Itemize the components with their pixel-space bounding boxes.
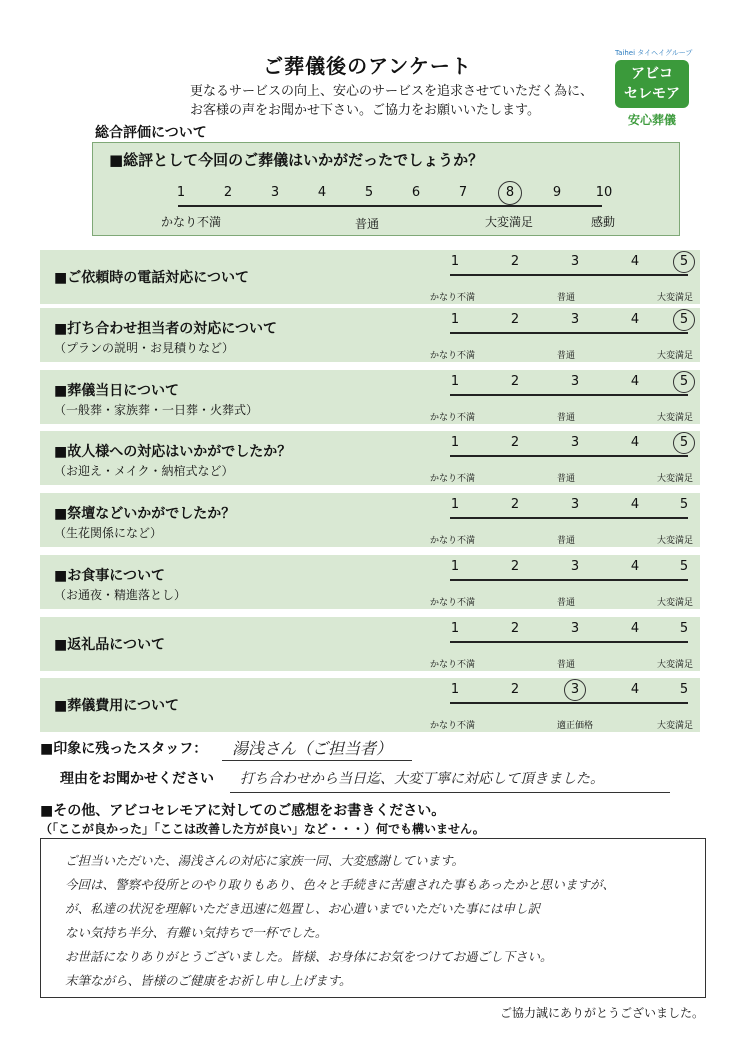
scale-number[interactable]: 1 [176,185,186,200]
scale-number[interactable]: 1 [450,435,460,450]
other-label: ■その他、アビコセレモアに対してのご感想をお書きください。 [40,803,446,819]
scale-label-high: 大変満足 [657,351,694,361]
scale-line [450,517,688,519]
scale-line [450,394,688,396]
selected-circle [564,679,586,701]
scale-label-mid: 普通 [557,536,576,546]
question-row [40,493,700,547]
scale-number[interactable]: 3 [570,497,580,512]
selected-circle [673,251,695,273]
scale-label-low: かなり不満 [430,474,476,484]
question-label: ■お食事について [54,568,165,584]
question-sub: （一般葬・家族葬・一日葬・火葬式） [54,403,259,417]
comment-line: 末筆ながら、皆様のご健康をお祈し申し上げます。 [65,973,352,988]
logo-brand: Taihei タイヘイグループ [615,49,693,57]
selected-circle [673,432,695,454]
logo-line2: セレモア [624,86,680,102]
scale-number[interactable]: 3 [570,312,580,327]
scale-number[interactable]: 2 [510,254,520,269]
scale-line [450,702,688,704]
scale-number[interactable]: 3 [270,185,280,200]
scale-line [450,641,688,643]
scale-label-mid: 普通 [557,660,576,670]
scale-number[interactable]: 4 [630,254,640,269]
scale-label-mid: 適正価格 [557,721,594,731]
question-label: ■故人様への対応はいかがでしたか？ [54,444,292,460]
logo-mark [615,60,689,108]
scale-number[interactable]: 4 [317,185,327,200]
question-row [40,431,700,485]
comment-box[interactable] [40,838,706,998]
scale-number[interactable]: 1 [450,682,460,697]
scale-number[interactable]: 2 [510,374,520,389]
scale-number[interactable]: 9 [552,185,562,200]
reason-answer[interactable]: 打ち合わせから当日迄、大変丁寧に対応して頂きました。 [240,771,604,787]
comment-line: ご担当いただいた、湯浅さんの対応に家族一同、大変感謝しています。 [65,853,465,868]
intro-line: 更なるサービスの向上、安心のサービスを追求させていただく為に、 [190,84,594,99]
scale-number[interactable]: 4 [630,312,640,327]
scale-label-high: 大変満足 [657,721,694,731]
scale-number[interactable]: 3 [570,254,580,269]
scale-number[interactable]: 1 [450,312,460,327]
scale-number[interactable]: 4 [630,621,640,636]
selected-circle [673,309,695,331]
section-heading: 総合評価について [95,125,207,141]
scale-number[interactable]: 5 [679,621,689,636]
scale-label-mid: 普通 [355,217,380,231]
selected-circle [498,181,522,205]
scale-number[interactable]: 3 [570,621,580,636]
scale-label-low: かなり不満 [161,215,222,229]
question-sub: （お迎え・メイク・納棺式など） [54,464,234,478]
scale-label-low: かなり不満 [430,413,476,423]
scale-number[interactable]: 1 [450,374,460,389]
scale-number[interactable]: 1 [450,254,460,269]
scale-line [450,332,688,334]
question-sub: （プランの説明・お見積りなど） [54,341,235,355]
staff-answer[interactable]: 湯浅さん（ご担当者） [232,739,393,758]
scale-number[interactable]: 4 [630,682,640,697]
question-label: ■返礼品について [54,637,165,653]
answer-underline [222,760,412,761]
scale-number[interactable]: 5 [679,254,689,269]
scale-label-mid: 普通 [557,351,576,361]
scale-number[interactable]: 1 [450,621,460,636]
question-row [40,678,700,732]
scale-number[interactable]: 3 [570,682,580,697]
scale-label-high: 大変満足 [485,215,534,229]
scale-number[interactable]: 2 [510,312,520,327]
scale-number[interactable]: 5 [679,312,689,327]
scale-number[interactable]: 2 [510,497,520,512]
company-logo [615,48,695,130]
scale-label-high: 大変満足 [657,293,694,303]
overall-rating-box [92,142,680,236]
reason-label: 理由をお聞かせください [60,771,214,787]
logo-tagline: 安心葬儀 [627,113,676,127]
comment-line: が、私達の状況を理解いただき迅速に処置し、お心遣いまでいただいた事には申し訳 [65,901,541,916]
question-label: ■打ち合わせ担当者の対応について [54,321,277,337]
scale-number[interactable]: 5 [679,682,689,697]
scale-line [450,455,688,457]
scale-number[interactable]: 5 [679,374,689,389]
scale-number[interactable]: 3 [570,374,580,389]
scale-number[interactable]: 4 [630,497,640,512]
comment-line: 今回は、警察や役所とのやり取りもあり、色々と手続きに苦慮された事もあったかと思いますが、 [65,877,615,892]
intro-line: お客様の声をお聞かせ下さい。ご協力をお願いいたします。 [190,103,540,118]
scale-number[interactable]: 5 [679,497,689,512]
scale-number[interactable]: 4 [630,559,640,574]
scale-number[interactable]: 3 [570,559,580,574]
overall-question: ■総評として今回のご葬儀はいかがだったでしょうか？ [109,151,484,169]
scale-label-mid: 普通 [557,598,576,608]
scale-number[interactable]: 4 [630,374,640,389]
question-label: ■葬儀当日について [54,383,179,399]
scale-number[interactable]: 5 [679,435,689,450]
scale-number[interactable]: 4 [630,435,640,450]
scale-number[interactable]: 7 [458,185,468,200]
question-label: ■葬儀費用について [54,698,179,714]
other-sub: （「ここが良かった」「ここは改善した方が良い」など・・・）何でも構いません。 [40,822,485,836]
comment-line: お世話になりありがとうございました。皆様、お身体にお気をつけてお過ごし下さい。 [65,949,553,964]
scale-line [450,274,688,276]
scale-label-low: かなり不満 [430,721,476,731]
scale-number[interactable]: 5 [364,185,374,200]
question-row [40,617,700,671]
scale-line [450,579,688,581]
scale-line [178,205,602,207]
scale-label-high: 大変満足 [657,598,694,608]
scale-label-high: 大変満足 [657,536,694,546]
scale-number[interactable]: 10 [595,185,613,200]
scale-number[interactable]: 8 [505,185,515,200]
scale-label-high: 大変満足 [657,474,694,484]
scale-label-low: かなり不満 [430,536,476,546]
scale-label-low: かなり不満 [430,660,476,670]
scale-number[interactable]: 2 [510,621,520,636]
scale-number[interactable]: 2 [510,559,520,574]
logo-line1: アビコ [631,66,673,82]
scale-label-high: 大変満足 [657,660,694,670]
scale-label-mid: 普通 [557,293,576,303]
answer-underline [230,792,670,793]
scale-number[interactable]: 2 [223,185,233,200]
scale-number[interactable]: 5 [679,559,689,574]
comment-line: ない気持ち半分、有難い気持ちで一杯でした。 [65,925,328,940]
scale-number[interactable]: 2 [510,435,520,450]
scale-number[interactable]: 6 [411,185,421,200]
question-row [40,308,700,362]
selected-circle [673,371,695,393]
question-label: ■祭壇などいかがでしたか？ [54,506,236,522]
scale-number[interactable]: 3 [570,435,580,450]
intro-text [190,82,593,120]
scale-label-low: かなり不満 [430,598,476,608]
scale-number[interactable]: 1 [450,497,460,512]
closing-text: ご協力誠にありがとうございました。 [500,1006,705,1020]
scale-label-high: 大変満足 [657,413,694,423]
scale-label-mid: 普通 [557,474,576,484]
scale-label-low: かなり不満 [430,293,476,303]
scale-number[interactable]: 1 [450,559,460,574]
scale-label-top: 感動 [591,215,616,229]
question-row [40,250,700,304]
question-sub: （お通夜・精進落とし） [54,588,187,602]
question-row [40,555,700,609]
staff-label: ■印象に残ったスタッフ： [40,741,208,757]
page-title: ご葬儀後のアンケート [263,54,472,78]
scale-label-mid: 普通 [557,413,576,423]
question-row [40,370,700,424]
question-sub: （生花関係になど） [54,526,163,540]
scale-label-low: かなり不満 [430,351,476,361]
scale-number[interactable]: 2 [510,682,520,697]
question-label: ■ご依頼時の電話対応について [54,270,249,286]
